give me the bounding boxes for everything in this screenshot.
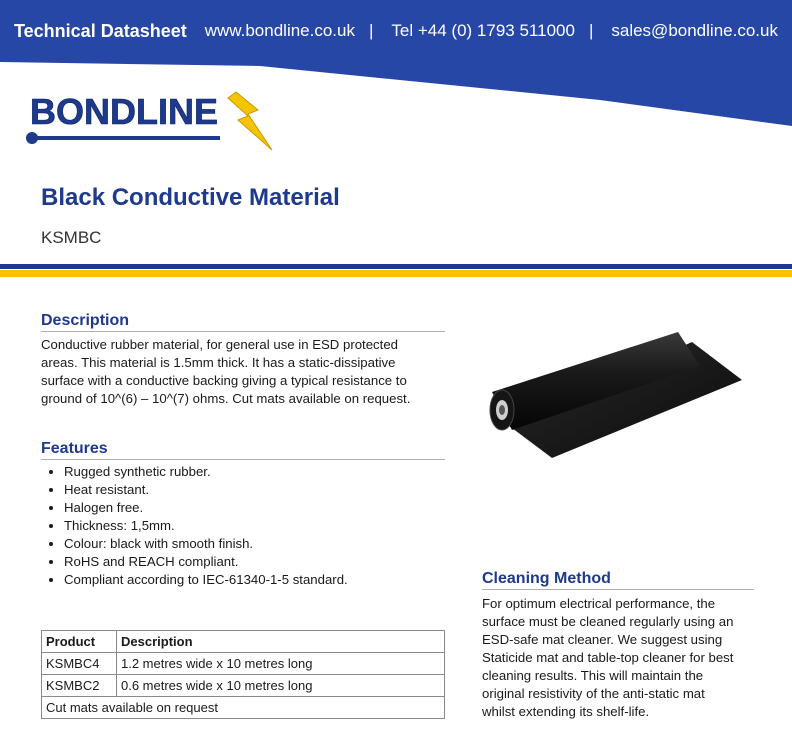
product-title: Black Conductive Material bbox=[41, 184, 340, 211]
rubber-roll-image bbox=[482, 330, 748, 460]
list-item: • Thickness: 1,5mm. bbox=[64, 517, 348, 535]
description-line: areas. This material is 1.5mm thick. It has a static-dissipative bbox=[41, 355, 396, 370]
logo-text: BONDLINE bbox=[30, 91, 218, 132]
table-header-row bbox=[42, 631, 445, 653]
cleaning-text bbox=[482, 595, 772, 721]
description-heading: Description bbox=[41, 312, 445, 332]
cleaning-line: Staticide mat and table-top cleaner for best bbox=[482, 650, 734, 665]
table-footer: Cut mats available on request bbox=[42, 697, 445, 719]
table-cell-product: KSMBC2 bbox=[42, 675, 117, 697]
product-table bbox=[41, 630, 445, 719]
cleaning-line: whilst extending its shelf-life. bbox=[482, 704, 650, 719]
list-item: • Rugged synthetic rubber. bbox=[64, 463, 348, 481]
table-cell-product: KSMBC4 bbox=[42, 653, 117, 675]
cleaning-line: ESD-safe mat cleaner. We suggest using bbox=[482, 632, 723, 647]
features-list bbox=[44, 463, 348, 589]
lightning-bolt-icon bbox=[228, 92, 272, 150]
table-header-product: Product bbox=[42, 631, 117, 653]
header-title: Technical Datasheet bbox=[14, 20, 187, 41]
list-item: • Compliant according to IEC-61340-1-5 standard. bbox=[64, 571, 348, 589]
description-line: ground of 10^(6) – 10^(7) ohms. Cut mats available on request. bbox=[41, 391, 411, 406]
header-separator: | bbox=[588, 21, 594, 40]
description-line: surface with a conductive backing giving a typical resistance to bbox=[41, 373, 407, 388]
table-header-description: Description bbox=[117, 631, 445, 653]
list-item: • Colour: black with smooth finish. bbox=[64, 535, 348, 553]
divider-stripe-blue bbox=[0, 264, 792, 269]
header-bar bbox=[0, 0, 792, 62]
product-code: KSMBC bbox=[41, 228, 102, 247]
divider-stripe-yellow bbox=[0, 270, 792, 277]
table-row bbox=[42, 675, 445, 697]
header-website-link[interactable]: www.bondline.co.uk bbox=[204, 21, 355, 40]
features-heading: Features bbox=[41, 440, 445, 460]
list-item: • Halogen free. bbox=[64, 499, 348, 517]
table-cell-description: 1.2 metres wide x 10 metres long bbox=[117, 653, 445, 675]
header-phone: Tel +44 (0) 1793 511000 bbox=[391, 21, 575, 40]
description-text bbox=[41, 336, 461, 408]
list-item: • RoHS and REACH compliant. bbox=[64, 553, 348, 571]
cleaning-line: surface must be cleaned regularly using an bbox=[482, 614, 734, 629]
table-cell-description: 0.6 metres wide x 10 metres long bbox=[117, 675, 445, 697]
header-email-link[interactable]: sales@bondline.co.uk bbox=[611, 21, 778, 40]
table-footer-row bbox=[42, 697, 445, 719]
description-line: Conductive rubber material, for general use in ESD protected bbox=[41, 337, 398, 352]
cleaning-heading: Cleaning Method bbox=[482, 570, 754, 590]
table-row bbox=[42, 653, 445, 675]
list-item: • Heat resistant. bbox=[64, 481, 348, 499]
cleaning-line: For optimum electrical performance, the bbox=[482, 596, 716, 611]
cleaning-line: cleaning results. This will maintain the bbox=[482, 668, 704, 683]
header-separator: | bbox=[369, 21, 374, 40]
cleaning-line: original resistivity of the anti-static mat bbox=[482, 686, 705, 701]
bondline-logo bbox=[24, 88, 284, 158]
